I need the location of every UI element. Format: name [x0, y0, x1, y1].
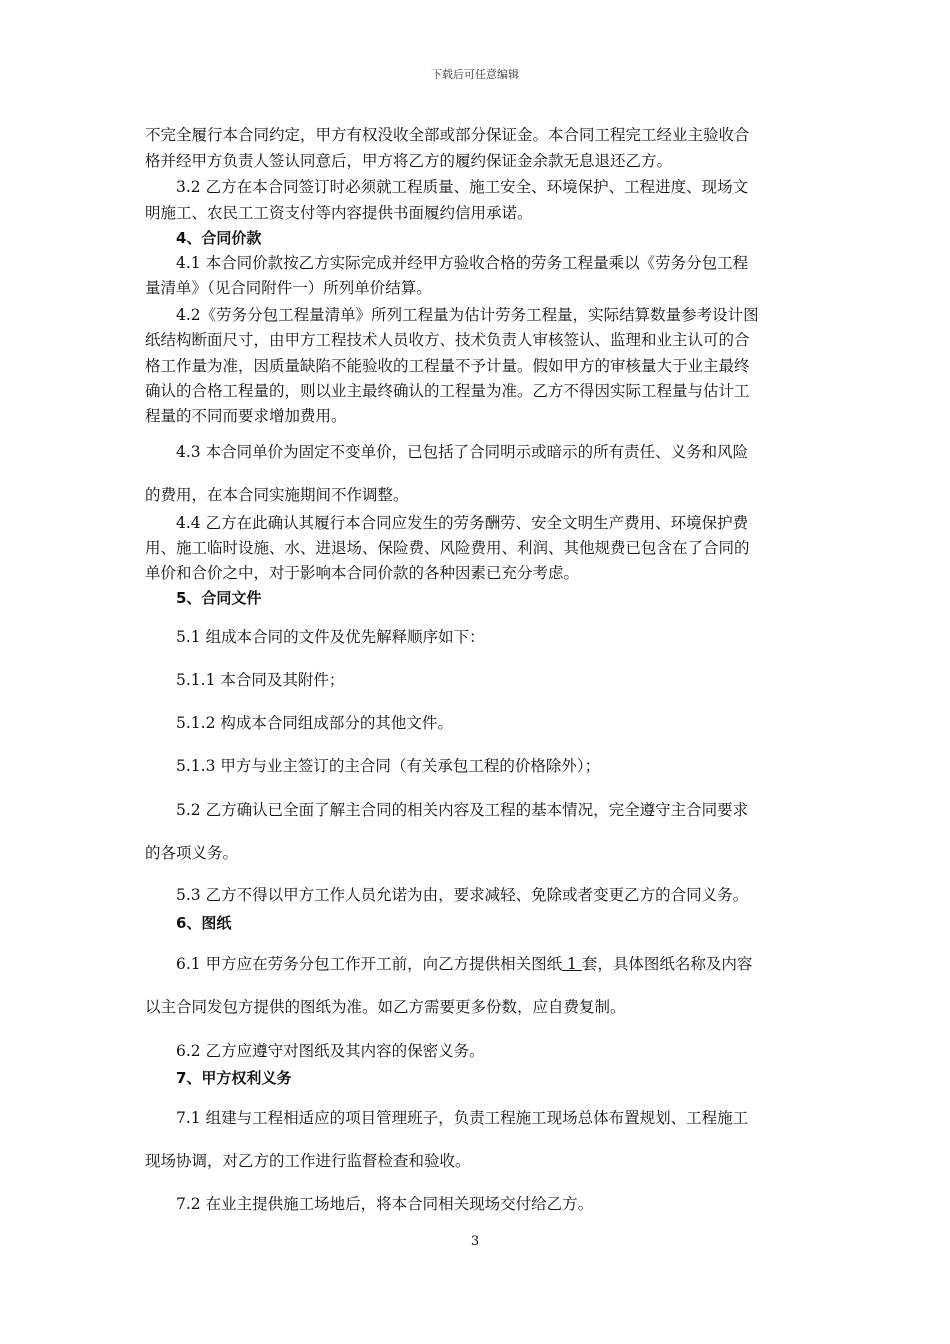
page-header: 下载后可任意编辑: [431, 68, 519, 81]
text-line: 4.2《劳务分包工程量清单》所列工程量为估计劳务工程量，实际结算数量参考设计图: [176, 306, 759, 324]
text-line: 5.3 乙方不得以甲方工作人员允诺为由，要求减轻、免除或者变更乙方的合同义务。: [176, 886, 749, 904]
text-line: 5.2 乙方确认已全面了解主合同的相关内容及工程的基本情况，完全遵守主合同要求: [176, 801, 749, 819]
text-line: 格工作量为准，因质量缺陷不能验收的工程量不予计量。假如甲方的审核量大于业主最终: [145, 357, 750, 375]
section-heading: 6、图纸: [176, 914, 232, 932]
text-segment: 套，具体图纸名称及内容: [581, 955, 753, 973]
drawing-set-count: 1: [562, 955, 582, 973]
text-line: 用、施工临时设施、水、进退场、保险费、风险费用、利润、其他规费已包含在了合同的: [145, 539, 750, 557]
section-heading: 4、合同价款: [176, 229, 262, 247]
text-line: 5.1.3 甲方与业主签订的主合同（有关承包工程的价格除外）；: [176, 757, 601, 775]
section-heading: 5、合同文件: [176, 589, 262, 607]
text-segment: 6.1 甲方应在劳务分包工作开工前，向乙方提供相关图纸: [176, 955, 563, 973]
text-line: 以主合同发包方提供的图纸为准。如乙方需要更多份数，应自费复制。: [145, 998, 626, 1016]
text-line: 确认的合格工程量的，则以业主最终确认的工程量为准。乙方不得因实际工程量与估计工: [145, 382, 750, 400]
page-number: 3: [470, 1234, 480, 1249]
text-line: 4.4 乙方在此确认其履行本合同应发生的劳务酬劳、安全文明生产费用、环境保护费: [176, 514, 749, 532]
text-line: 3.2 乙方在本合同签订时必须就工程质量、施工安全、环境保护、工程进度、现场文: [176, 178, 749, 196]
text-line: 单价和合价之中，对于影响本合同价款的各种因素已充分考虑。: [145, 564, 580, 582]
text-line: 的费用，在本合同实施期间不作调整。: [145, 486, 409, 504]
text-line: 明施工、农民工工资支付等内容提供书面履约信用承诺。: [145, 204, 533, 222]
text-line: 6.2 乙方应遵守对图纸及其内容的保密义务。: [176, 1042, 485, 1060]
text-line: 纸结构断面尺寸，由甲方工程技术人员收方、技术负责人审核签认、监理和业主认可的合: [145, 331, 750, 349]
text-line: 量清单》（见合同附件一）所列单价结算。: [145, 279, 432, 297]
text-line: 格并经甲方负责人签认同意后，甲方将乙方的履约保证金余款无息退还乙方。: [145, 152, 673, 170]
text-line: 5.1.1 本合同及其附件；: [176, 671, 345, 689]
text-line: 5.1.2 构成本合同组成部分的其他文件。: [176, 714, 453, 732]
section-heading: 7、甲方权利义务: [176, 1069, 292, 1087]
text-line: 4.3 本合同单价为固定不变单价，已包括了合同明示或暗示的所有责任、义务和风险: [176, 443, 749, 461]
text-line: 的各项义务。: [145, 844, 239, 862]
text-line: 7.2 在业主提供施工场地后，将本合同相关现场交付给乙方。: [176, 1195, 594, 1213]
text-line: [176, 954, 752, 974]
text-line: 5.1 组成本合同的文件及优先解释顺序如下：: [176, 628, 485, 646]
text-line: 7.1 组建与工程相适应的项目管理班子，负责工程施工现场总体布置规划、工程施工: [176, 1109, 749, 1127]
text-line: 不完全履行本合同约定，甲方有权没收全部或部分保证金。本合同工程完工经业主验收合: [145, 126, 750, 144]
text-line: 现场协调，对乙方的工作进行监督检查和验收。: [145, 1152, 471, 1170]
text-line: 4.1 本合同价款按乙方实际完成并经甲方验收合格的劳务工程量乘以《劳务分包工程: [176, 254, 749, 272]
text-line: 程量的不同而要求增加费用。: [145, 407, 347, 425]
